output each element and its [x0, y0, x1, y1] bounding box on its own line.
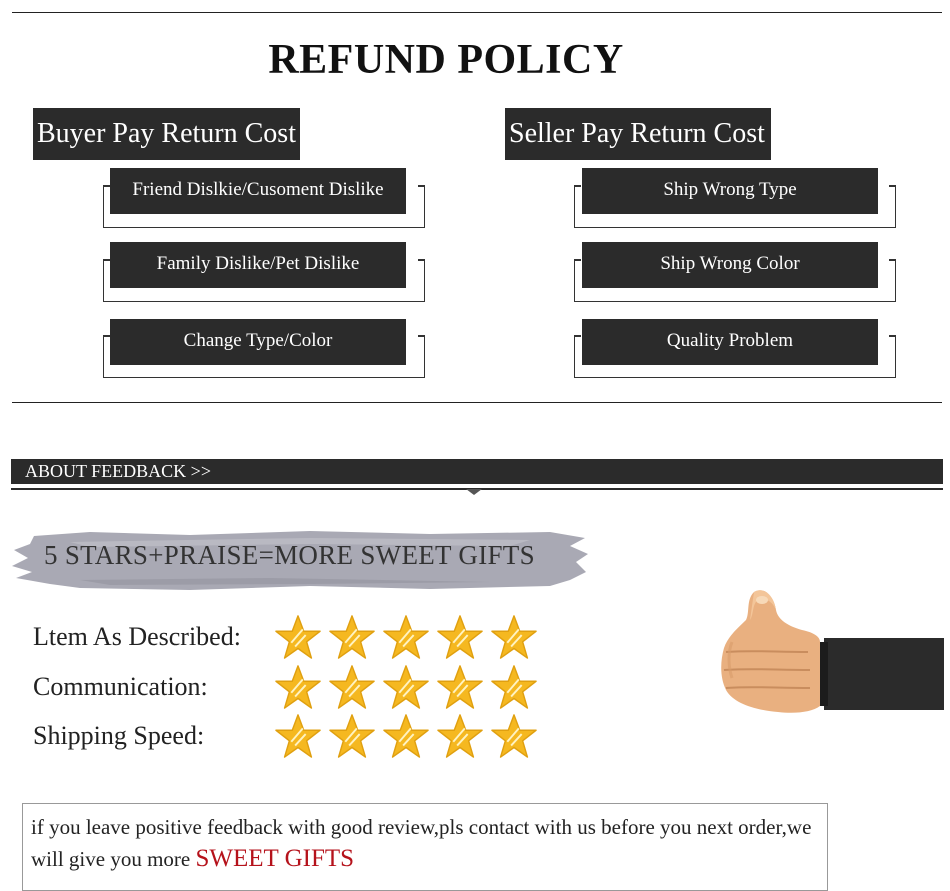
star-icon [328, 713, 376, 759]
seller-item: Ship Wrong Type [582, 168, 878, 214]
section-divider [12, 402, 942, 403]
rating-label-shipping: Shipping Speed: [33, 721, 205, 750]
star-icon [436, 664, 484, 710]
feedback-section-label: ABOUT FEEDBACK >> [25, 461, 211, 481]
feedback-note-text: if you leave positive feedback with good review,pls contact with us before you next order,we will give you more [31, 815, 812, 871]
seller-item: Quality Problem [582, 319, 878, 365]
star-icon [274, 664, 322, 710]
feedback-section-bar [11, 459, 943, 484]
star-icon [382, 614, 430, 660]
star-icon [490, 713, 538, 759]
star-icon [436, 614, 484, 660]
star-rating-shipping [274, 713, 538, 759]
page-title: REFUND POLICY [268, 37, 624, 83]
buyer-heading: Buyer Pay Return Cost [33, 108, 300, 160]
star-rating-described [274, 614, 538, 660]
star-icon [436, 713, 484, 759]
caret-down-icon [466, 489, 482, 495]
seller-heading: Seller Pay Return Cost [505, 108, 771, 160]
star-icon [274, 713, 322, 759]
rating-label-described: Ltem As Described: [33, 622, 241, 651]
buyer-item: Change Type/Color [110, 319, 406, 365]
feedback-note [22, 803, 828, 891]
top-divider [12, 12, 942, 13]
star-icon [328, 664, 376, 710]
buyer-item: Friend Dislkie/Cusoment Dislike [110, 168, 406, 214]
rating-label-communication: Communication: [33, 672, 208, 701]
star-rating-communication [274, 664, 538, 710]
feedback-banner-text: 5 STARS+PRAISE=MORE SWEET GIFTS [44, 540, 535, 570]
thumbs-up-icon [716, 586, 944, 718]
buyer-item: Family Dislike/Pet Dislike [110, 242, 406, 288]
star-icon [490, 664, 538, 710]
seller-item: Ship Wrong Color [582, 242, 878, 288]
star-icon [274, 614, 322, 660]
star-icon [328, 614, 376, 660]
star-icon [490, 614, 538, 660]
feedback-note-highlight: SWEET GIFTS [195, 845, 355, 872]
star-icon [382, 713, 430, 759]
star-icon [382, 664, 430, 710]
